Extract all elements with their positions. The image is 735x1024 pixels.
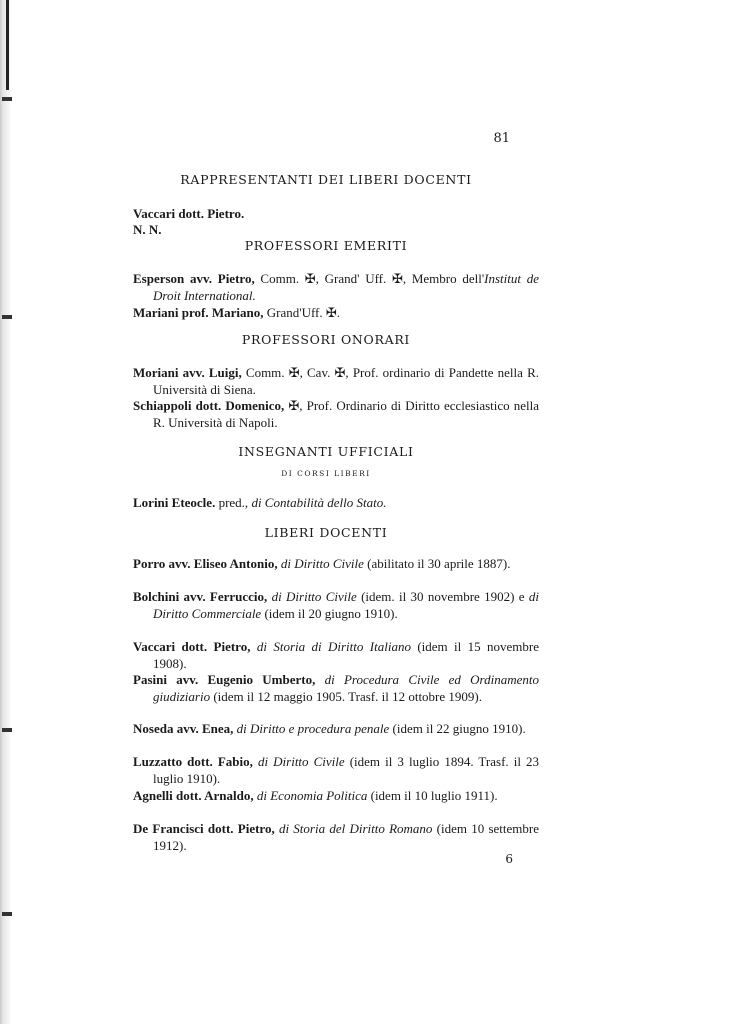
section-heading-onorari: PROFESSORI ONORARI: [241, 332, 411, 347]
entry-de-francisci: De Francisci dott. Pietro, di Storia del Diritto Romano (idem 10 settembre 1912).: [133, 821, 539, 853]
page-number: 81: [493, 131, 510, 146]
binding-mark: [2, 728, 12, 732]
entry-mariani: Mariani prof. Mariano, Grand'Uff. ✠.: [133, 305, 341, 320]
entry-agnelli: Agnelli dott. Arnaldo, di Economia Politica (idem il 10 luglio 1911).: [133, 788, 498, 803]
section-heading-liberi-docenti: LIBERI DOCENTI: [264, 525, 388, 540]
binding-mark: [2, 315, 12, 319]
entry-luzzatto: Luzzatto dott. Fabio, di Diritto Civile (idem il 3 luglio 1894. Trasf. il 23 luglio 1910).: [133, 754, 539, 786]
binding-mark: [2, 912, 12, 916]
scan-edge: [0, 0, 12, 1024]
binding-mark: [2, 97, 12, 101]
entry-porro: Porro avv. Eliseo Antonio, di Diritto Civile (abilitato il 30 aprile 1887).: [133, 556, 511, 571]
section-heading-insegnanti: INSEGNANTI UFFICIALI: [238, 444, 414, 459]
binding-edge-line: [6, 0, 9, 90]
entry-moriani: Moriani avv. Luigi, Comm. ✠, Cav. ✠, Prof. ordinario di Pandette nella R. Università di Siena.: [133, 365, 539, 397]
entry-vaccari: Vaccari dott. Pietro.: [133, 206, 245, 221]
signature-number: 6: [505, 852, 513, 866]
entry-nn: N. N.: [133, 222, 162, 237]
section-subheading-corsi-liberi: DI CORSI LIBERI: [281, 469, 371, 478]
entry-lorini: Lorini Eteocle. pred., di Contabilità dello Stato.: [133, 495, 387, 510]
entry-pasini: Pasini avv. Eugenio Umberto, di Procedura Civile ed Ordinamento giudiziario (idem il 12 maggio 1905. Trasf. il 12 ottobre 1909).: [133, 672, 539, 704]
section-heading-emeriti: PROFESSORI EMERITI: [244, 238, 408, 253]
entry-bolchini: Bolchini avv. Ferruccio, di Diritto Civile (idem. il 30 novembre 1902) e di Diritto Commerciale (idem il 20 giugno 1910).: [133, 589, 539, 621]
section-heading-rappresentanti: RAPPRESENTANTI DEI LIBERI DOCENTI: [180, 172, 472, 187]
entry-schiappoli: Schiappoli dott. Domenico, ✠, Prof. Ordinario di Diritto ecclesiastico nella R. Università di Napoli.: [133, 398, 540, 430]
entry-esperson: Esperson avv. Pietro, Comm. ✠, Grand' Uff. ✠, Membro dell'Institut de Droit International.: [133, 271, 539, 303]
document-page: [130, 0, 540, 1024]
entry-noseda: Noseda avv. Enea, di Diritto e procedura penale (idem il 22 giugno 1910).: [133, 721, 526, 736]
entry-vaccari-docente: Vaccari dott. Pietro, di Storia di Diritto Italiano (idem il 15 novembre 1908).: [133, 639, 540, 671]
